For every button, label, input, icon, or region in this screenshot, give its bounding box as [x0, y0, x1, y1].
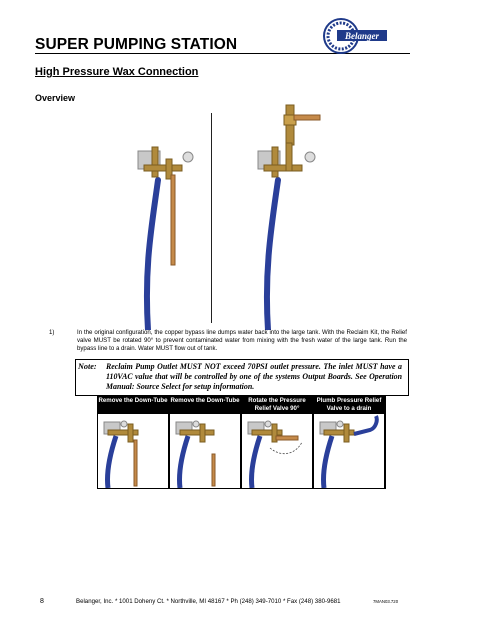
note-text: Reclaim Pump Outlet MUST NOT exceed 70PSI outlet pressure. The inlet MUST have a 110VAC value that will be controlled by one of the systems Output Boards. See Operation Manual: Source Select for setup information. — [106, 362, 402, 391]
step-number: 1) — [49, 329, 55, 336]
page-number: 8 — [40, 598, 44, 605]
overview-heading: Overview — [35, 93, 76, 103]
belanger-logo — [321, 16, 389, 56]
document-code: 7MAN03.720 — [373, 599, 399, 604]
document-title: SUPER PUMPING STATION — [35, 36, 238, 53]
step-image-remove-downtube-2 — [170, 414, 240, 488]
step-image-remove-downtube-1 — [98, 414, 168, 488]
figure-divider — [211, 113, 212, 323]
step-image-plumb-to-drain — [314, 414, 384, 488]
step-text: In the original configuration, the copper bypass line dumps water back into the large tank. With the Reclaim Kit, the Relief valve MUST be rotated 90° to prevent contaminated water from mixing with the fresh water of the large tank. Run the bypass line to a drain. Water MUST flow out of tank. — [77, 329, 407, 352]
logo-text: Belanger — [344, 31, 380, 41]
footer-company-line: Belanger, Inc. * 1001 Doheny Ct. * Northville, MI 48167 * Ph (248) 349-7010 * Fax (248) 380-9681 — [76, 598, 341, 605]
reclaim-kit-configuration-image — [250, 103, 325, 330]
column-header: Rotate the Pressure Relief Valve 90° — [248, 397, 306, 412]
steps-table — [97, 396, 386, 489]
column-header: Remove the Down-Tube — [98, 397, 168, 404]
note-label: Note: — [78, 362, 97, 371]
original-configuration-image — [130, 145, 195, 330]
step-image-rotate-valve — [242, 414, 312, 488]
column-header: Remove the Down-Tube — [170, 397, 240, 404]
column-header: Plumb Pressure Relief Valve to a drain — [316, 397, 382, 412]
section-heading: High Pressure Wax Connection — [35, 66, 199, 78]
